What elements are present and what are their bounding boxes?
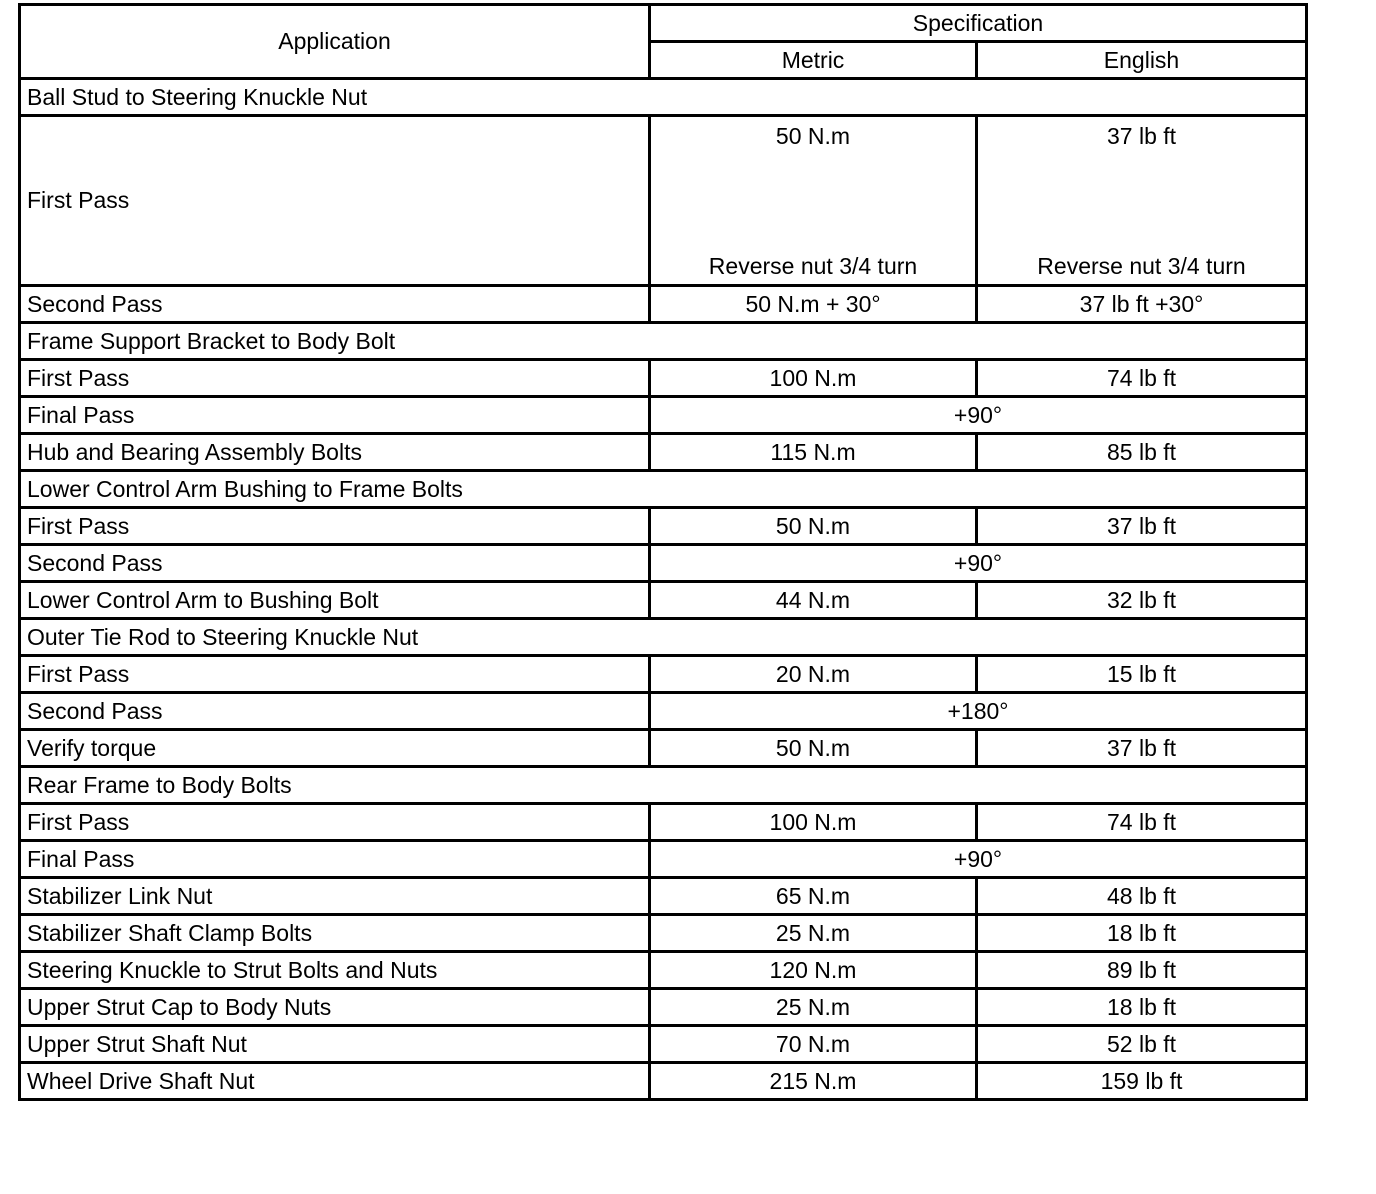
table-row [20,116,1307,286]
metric-value: 120 N.m [650,952,977,989]
table-row [20,545,1307,582]
row-label: First Pass [20,360,650,397]
metric-value: 65 N.m [650,878,977,915]
english-header: English [977,42,1307,79]
table-row [20,1063,1307,1100]
english-value: 32 lb ft [977,582,1307,619]
metric-value: 100 N.m [650,360,977,397]
english-value: 89 lb ft [977,952,1307,989]
english-value: 18 lb ft [977,989,1307,1026]
row-label: First Pass [20,116,650,286]
metric-value: 50 N.m [650,508,977,545]
metric-value: 215 N.m [650,1063,977,1100]
header-row [20,5,1307,42]
table-row [20,804,1307,841]
metric-value: 50 N.m [650,730,977,767]
table-row [20,878,1307,915]
torque-spec-table [18,3,1308,1101]
table-row [20,1026,1307,1063]
english-value: 48 lb ft [977,878,1307,915]
table-row [20,693,1307,730]
combined-value: +90° [650,841,1307,878]
application-header: Application [20,5,650,79]
row-label: First Pass [20,656,650,693]
metric-note: Reverse nut 3/4 turn [708,253,918,279]
combined-value: +90° [650,397,1307,434]
table-row [20,952,1307,989]
row-label: Lower Control Arm to Bushing Bolt [20,582,650,619]
metric-value: 115 N.m [650,434,977,471]
group-label: Frame Support Bracket to Body Bolt [20,323,1307,360]
group-label: Outer Tie Rod to Steering Knuckle Nut [20,619,1307,656]
english-value: 37 lb ft [1106,123,1177,149]
english-value: 37 lb ft [977,730,1307,767]
metric-value: 50 N.m + 30° [650,286,977,323]
row-label: Final Pass [20,397,650,434]
english-value: 74 lb ft [977,360,1307,397]
english-value: 52 lb ft [977,1026,1307,1063]
english-value: 37 lb ft [977,508,1307,545]
metric-cell [650,116,977,286]
metric-value: 25 N.m [650,915,977,952]
row-label: Verify torque [20,730,650,767]
group-row [20,619,1307,656]
table-row [20,360,1307,397]
metric-value: 50 N.m [775,123,851,149]
table-row [20,508,1307,545]
combined-value: +90° [650,545,1307,582]
table-row [20,915,1307,952]
english-value: 85 lb ft [977,434,1307,471]
metric-value: 70 N.m [650,1026,977,1063]
group-label: Rear Frame to Body Bolts [20,767,1307,804]
row-label: Stabilizer Link Nut [20,878,650,915]
metric-value: 44 N.m [650,582,977,619]
metric-value: 100 N.m [650,804,977,841]
group-row [20,767,1307,804]
row-label: Second Pass [20,693,650,730]
table-row [20,841,1307,878]
english-note: Reverse nut 3/4 turn [1037,253,1246,279]
english-value: 74 lb ft [977,804,1307,841]
combined-value: +180° [650,693,1307,730]
table-row [20,730,1307,767]
row-label: Stabilizer Shaft Clamp Bolts [20,915,650,952]
row-label: First Pass [20,508,650,545]
row-label: Steering Knuckle to Strut Bolts and Nuts [20,952,650,989]
english-value: 159 lb ft [977,1063,1307,1100]
table-row [20,582,1307,619]
row-label: Second Pass [20,545,650,582]
english-value: 18 lb ft [977,915,1307,952]
group-row [20,323,1307,360]
table-row [20,434,1307,471]
group-label: Ball Stud to Steering Knuckle Nut [20,79,1307,116]
group-label: Lower Control Arm Bushing to Frame Bolts [20,471,1307,508]
row-label: Upper Strut Cap to Body Nuts [20,989,650,1026]
english-value: 37 lb ft +30° [977,286,1307,323]
table-row [20,286,1307,323]
table-row [20,397,1307,434]
metric-value: 20 N.m [650,656,977,693]
row-label: First Pass [20,804,650,841]
metric-value: 25 N.m [650,989,977,1026]
row-label: Wheel Drive Shaft Nut [20,1063,650,1100]
group-row [20,471,1307,508]
metric-header: Metric [650,42,977,79]
table-row [20,656,1307,693]
group-row [20,79,1307,116]
specification-header: Specification [650,5,1307,42]
english-value: 15 lb ft [977,656,1307,693]
table-row [20,989,1307,1026]
row-label: Upper Strut Shaft Nut [20,1026,650,1063]
row-label: Final Pass [20,841,650,878]
english-cell [977,116,1307,286]
row-label: Second Pass [20,286,650,323]
row-label: Hub and Bearing Assembly Bolts [20,434,650,471]
